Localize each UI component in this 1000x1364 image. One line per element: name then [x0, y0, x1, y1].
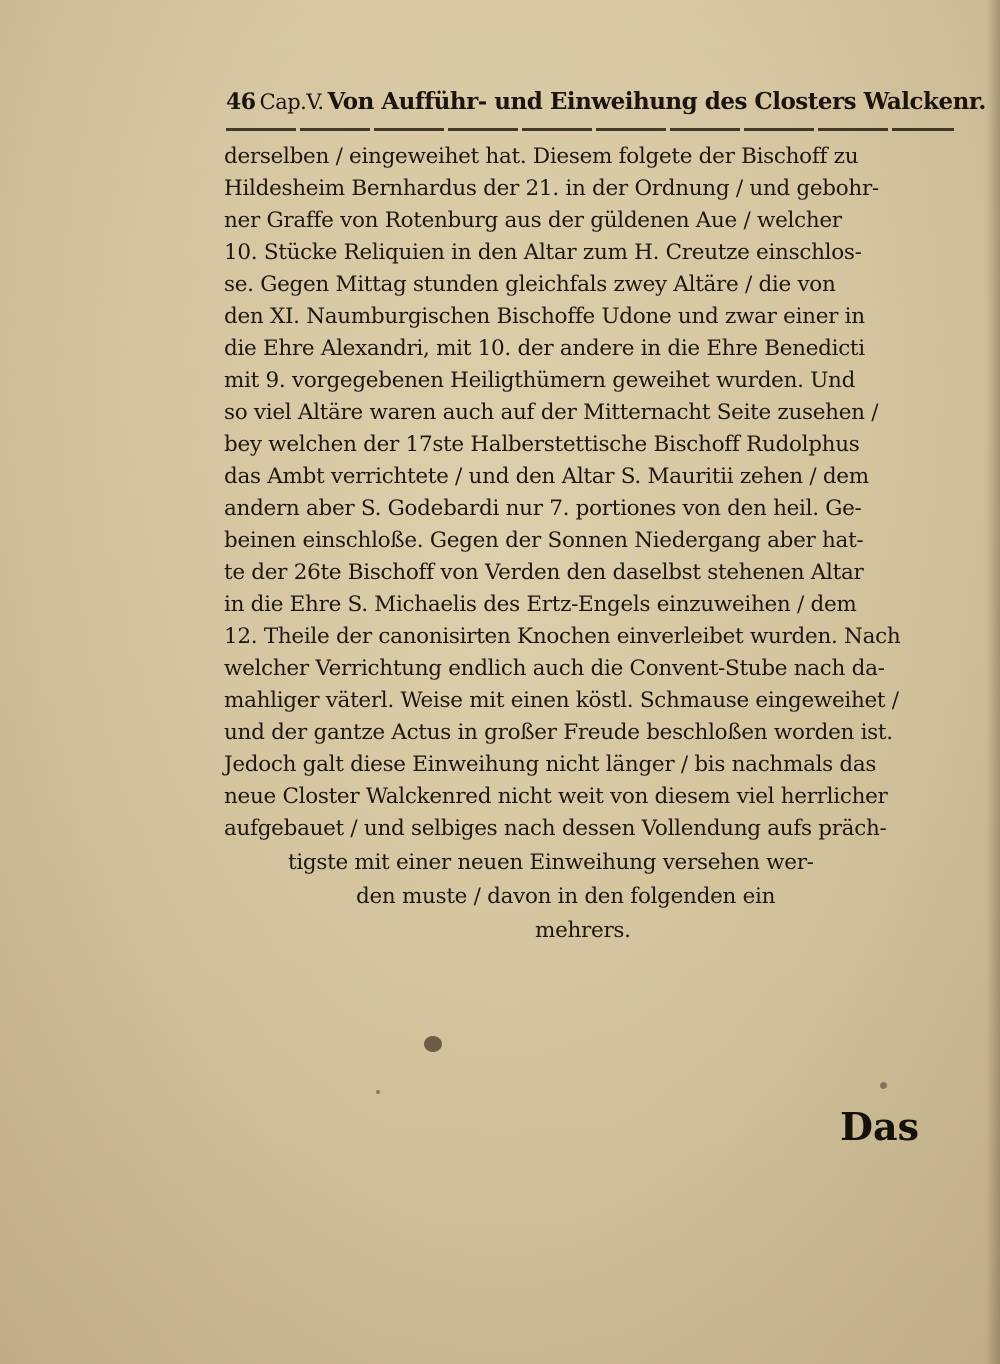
text-line: Hildesheim Bernhardus der 21. in der Ordnung / und gebohr- — [224, 176, 879, 201]
ink-spot — [880, 1082, 887, 1089]
ink-spot — [376, 1090, 380, 1094]
text-line: mehrers. — [535, 918, 631, 943]
text-line: ner Graffe von Rotenburg aus der güldenen Aue / welcher — [224, 208, 842, 233]
text-line: so viel Altäre waren auch auf der Mitternacht Seite zusehen / — [224, 400, 879, 425]
running-header — [226, 88, 986, 122]
text-line: die Ehre Alexandri, mit 10. der andere in die Ehre Benedicti — [224, 336, 865, 361]
text-line: neue Closter Walckenred nicht weit von diesem viel herrlicher — [224, 784, 888, 809]
catchword: Das — [840, 1104, 919, 1149]
ink-spot — [424, 1036, 442, 1052]
text-line: und der gantze Actus in großer Freude beschloßen worden ist. — [224, 720, 893, 745]
text-line: Jedoch galt diese Einweihung nicht länger / bis nachmals das — [224, 752, 877, 777]
text-line: in die Ehre S. Michaelis des Ertz-Engels einzuweihen / dem — [224, 592, 857, 617]
text-line: das Ambt verrichtete / und den Altar S. Mauritii zehen / dem — [224, 464, 869, 489]
text-line: aufgebauet / und selbiges nach dessen Vollendung aufs präch- — [224, 816, 887, 841]
text-line: te der 26te Bischoff von Verden den daselbst stehenen Altar — [224, 560, 864, 585]
text-line: den XI. Naumburgischen Bischoffe Udone und zwar einer in — [224, 304, 865, 329]
text-line: tigste mit einer neuen Einweihung versehen wer- — [288, 850, 814, 875]
text-line: se. Gegen Mittag stunden gleichfals zwey Altäre / die von — [224, 272, 836, 297]
text-line: den muste / davon in den folgenden ein — [356, 884, 776, 909]
header-rule — [226, 128, 954, 131]
text-line: 10. Stücke Reliquien in den Altar zum H. Creutze einschlos- — [224, 240, 862, 265]
text-line: mahliger väterl. Weise mit einen köstl. Schmause eingeweihet / — [224, 688, 899, 713]
text-line: derselben / eingeweihet hat. Diesem folgete der Bischoff zu — [224, 144, 859, 169]
chapter-label: Cap.V. — [259, 90, 324, 114]
text-line: beinen einschloße. Gegen der Sonnen Niedergang aber hat- — [224, 528, 864, 553]
text-line: welcher Verrichtung endlich auch die Convent-Stube nach da- — [224, 656, 885, 681]
page-number: 46 — [226, 89, 256, 115]
text-line: bey welchen der 17ste Halberstettische Bischoff Rudolphus — [224, 432, 860, 457]
text-line: mit 9. vorgegebenen Heiligthümern geweihet wurden. Und — [224, 368, 856, 393]
text-line: andern aber S. Godebardi nur 7. portiones von den heil. Ge- — [224, 496, 862, 521]
page-gutter-shadow — [986, 0, 1000, 1364]
running-title: Von Aufführ- und Einweihung des Closters Walckenr. — [327, 88, 986, 115]
text-line: 12. Theile der canonisirten Knochen einverleibet wurden. Nach — [224, 624, 901, 649]
